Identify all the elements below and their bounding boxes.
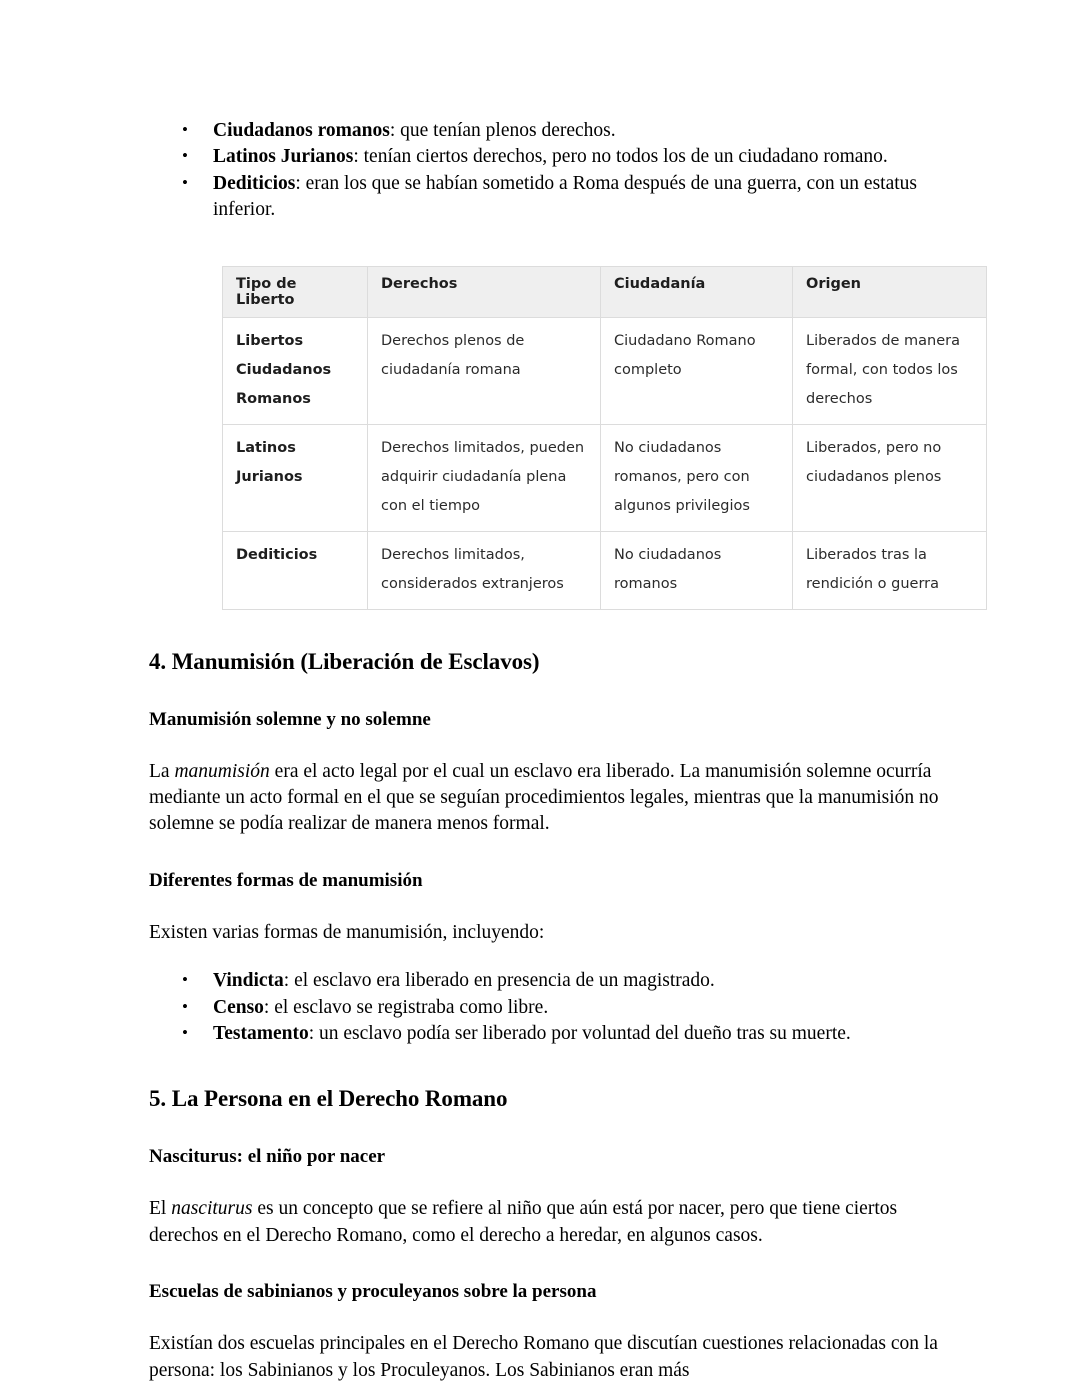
- cell-origen: Liberados, pero no ciudadanos plenos: [793, 424, 987, 531]
- table-row: [223, 531, 987, 609]
- cell-ciudadania: No ciudadanos romanos, pero con algunos privilegios: [601, 424, 793, 531]
- list-item-term: Censo: [213, 996, 264, 1018]
- column-header-tipo-de-liberto: Tipo de Liberto: [223, 266, 368, 317]
- paragraph-manumision-definicion: [149, 759, 939, 838]
- subheading-escuelas: Escuelas de sabinianos y proculeyanos sobre la persona: [149, 1281, 597, 1303]
- list-item-term: Dediticios: [213, 172, 296, 194]
- list-item-term: Ciudadanos romanos: [213, 120, 390, 141]
- section-heading-manumision: 4. Manumisión (Liberación de Esclavos): [149, 648, 540, 674]
- list-item-term: Vindicta: [213, 970, 284, 992]
- list-item-separator: :: [263, 996, 275, 1018]
- emphasis-manumision: manumisión: [174, 760, 270, 782]
- cell-derechos: Derechos limitados, considerados extranjeros: [368, 531, 601, 609]
- list-item-description: el esclavo se registraba como libre.: [274, 996, 549, 1018]
- table-header: [223, 266, 987, 317]
- table-body: [223, 317, 987, 609]
- list-item-separator: :: [353, 146, 364, 168]
- document-content: [149, 118, 961, 1384]
- liberto-table-container: [222, 266, 986, 610]
- list-item-separator: :: [389, 120, 401, 141]
- paragraph-nasciturus-definicion: [149, 1196, 939, 1249]
- cell-ciudadania: No ciudadanos romanos: [601, 531, 793, 609]
- paragraph-text-rest: es un concepto que se refiere al niño que aún está por nacer, pero que tiene ciertos derechos en el Derecho Romano, como el derecho a heredar, en algunos casos.: [149, 1198, 898, 1246]
- table-row: [223, 317, 987, 424]
- column-header-derechos: Derechos: [368, 266, 601, 317]
- list-item-description: eran los que se habían sometido a Roma después de una guerra, con un estatus inferior.: [213, 172, 917, 221]
- paragraph-text-rest: era el acto legal por el cual un esclavo era liberado. La manumisión solemne ocurría mediante un acto formal en el que se seguían procedimientos legales, mientras que la manumisión no solemne se podía realizar de manera menos formal.: [149, 760, 939, 835]
- list-item: [149, 995, 939, 1021]
- column-header-origen: Origen: [793, 266, 987, 317]
- liberto-comparison-table: [222, 266, 987, 610]
- list-item-description: el esclavo era liberado en presencia de un magistrado.: [294, 970, 715, 992]
- cell-tipo: Latinos Jurianos: [223, 424, 368, 531]
- table-row: [223, 424, 987, 531]
- section-heading-persona: 5. La Persona en el Derecho Romano: [149, 1086, 508, 1112]
- cell-origen: Liberados tras la rendición o guerra: [793, 531, 987, 609]
- list-item-description: que tenían plenos derechos.: [400, 120, 616, 141]
- list-item: [149, 144, 939, 170]
- list-item-description: tenían ciertos derechos, pero no todos los de un ciudadano romano.: [363, 146, 888, 168]
- column-header-ciudadania: Ciudadanía: [601, 266, 793, 317]
- liberto-types-list: [149, 118, 939, 224]
- list-item: [149, 968, 939, 994]
- emphasis-nasciturus: nasciturus: [171, 1198, 253, 1220]
- paragraph-text-lead: La: [149, 760, 175, 782]
- subheading-nasciturus: Nasciturus: el niño por nacer: [149, 1146, 386, 1168]
- cell-ciudadania: Ciudadano Romano completo: [601, 317, 793, 424]
- subheading-manumision-solemne: Manumisión solemne y no solemne: [149, 708, 431, 730]
- list-item-description: un esclavo podía ser liberado por voluntad del dueño tras su muerte.: [319, 1023, 851, 1045]
- cell-tipo: Libertos Ciudadanos Romanos: [223, 317, 368, 424]
- list-item: [149, 171, 939, 224]
- cell-origen: Liberados de manera formal, con todos los derechos: [793, 317, 987, 424]
- paragraph-text-lead: El: [149, 1198, 172, 1220]
- table-header-row: [223, 266, 987, 317]
- list-item-separator: :: [295, 172, 306, 194]
- manumision-forms-list: [149, 968, 939, 1047]
- list-item: [149, 118, 939, 144]
- paragraph-escuelas: Existían dos escuelas principales en el Derecho Romano que discutían cuestiones relacionadas con la persona: los Sabinianos y los Proculeyanos. Los Sabinianos eran más: [149, 1333, 938, 1381]
- cell-tipo: Dediticios: [223, 531, 368, 609]
- list-item-separator: :: [283, 970, 295, 992]
- subheading-formas-manumision: Diferentes formas de manumisión: [149, 869, 423, 891]
- list-item: [149, 1021, 939, 1047]
- list-item-term: Testamento: [213, 1023, 309, 1045]
- list-item-separator: :: [308, 1023, 319, 1045]
- cell-derechos: Derechos plenos de ciudadanía romana: [368, 317, 601, 424]
- paragraph-formas-intro: Existen varias formas de manumisión, incluyendo:: [149, 921, 545, 943]
- list-item-term: Latinos Jurianos: [213, 146, 354, 168]
- cell-derechos: Derechos limitados, pueden adquirir ciudadanía plena con el tiempo: [368, 424, 601, 531]
